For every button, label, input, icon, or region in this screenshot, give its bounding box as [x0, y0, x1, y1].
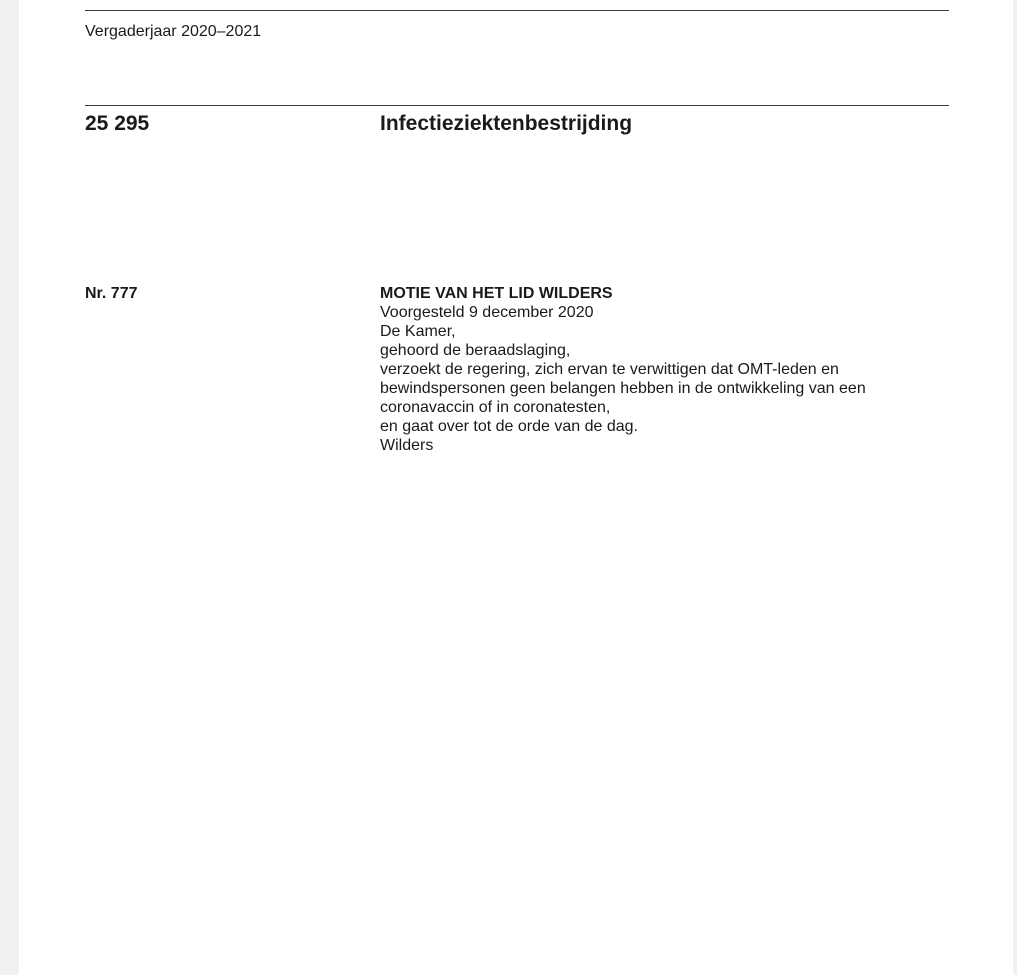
closing-line: en gaat over tot de orde van de dag.: [380, 418, 638, 435]
motion-heading: MOTIE VAN HET LID WILDERS: [380, 285, 613, 302]
dossier-number: 25 295: [85, 112, 150, 135]
meeting-year: Vergaderjaar 2020–2021: [85, 23, 262, 40]
top-divider: [85, 10, 949, 11]
document-page: [19, 0, 1013, 975]
signature: Wilders: [380, 437, 434, 454]
proposed-date: Voorgesteld 9 december 2020: [380, 304, 594, 321]
address-line: De Kamer,: [380, 323, 456, 340]
request-paragraph: verzoekt de regering, zich ervan te verwittigen dat OMT-leden en bewindspersonen geen belangen hebben in de ontwikkeling van een coronavaccin of in coronatesten,: [380, 361, 866, 416]
title-divider: [85, 105, 949, 106]
motion-body: [380, 284, 940, 455]
document-number: Nr. 777: [85, 285, 138, 302]
dossier-title: Infectieziektenbestrijding: [380, 112, 633, 135]
consideration-line: gehoord de beraadslaging,: [380, 342, 571, 359]
